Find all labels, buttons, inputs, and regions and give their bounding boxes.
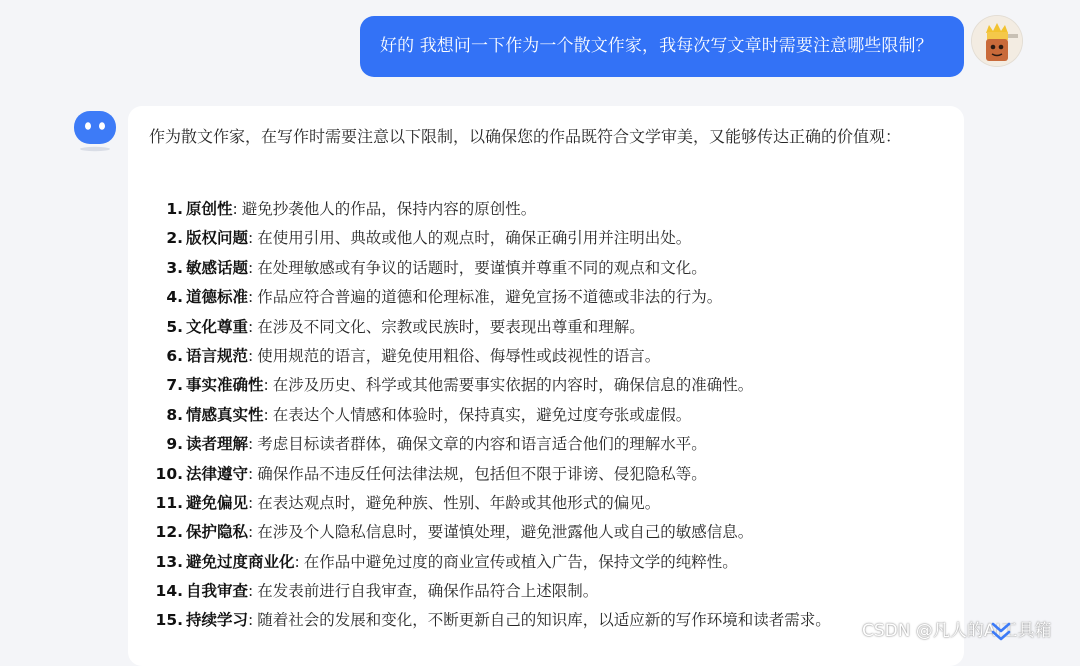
item-number: 8. <box>166 405 183 424</box>
item-number: 11. <box>155 493 183 512</box>
list-item: 13. 避免过度商业化 : 在作品中避免过度的商业宣传或植入广告，保持文学的纯粹性。 <box>150 548 950 577</box>
limitations-list <box>150 195 950 636</box>
list-item: 9. 读者理解 : 考虑目标读者群体，确保文章的内容和语言适合他们的理解水平。 <box>150 430 950 459</box>
list-item: 6. 语言规范 : 使用规范的语言，避免使用粗俗、侮辱性或歧视性的语言。 <box>150 342 950 371</box>
list-item: 3. 敏感话题 : 在处理敏感或有争议的话题时，要谨慎并尊重不同的观点和文化。 <box>150 254 950 283</box>
double-chevron-down-icon[interactable] <box>988 618 1014 644</box>
item-description: 随着社会的发展和变化，不断更新自己的知识库，以适应新的写作环境和读者需求。 <box>257 611 831 630</box>
list-item: 12. 保护隐私 : 在涉及个人隐私信息时，要谨慎处理，避免泄露他人或自己的敏感信息。 <box>150 518 950 547</box>
item-description: 在表达观点时，避免种族、性别、年龄或其他形式的偏见。 <box>257 493 661 512</box>
item-description: 避免抄袭他人的作品，保持内容的原创性。 <box>241 200 537 218</box>
item-title: 道德标准 <box>186 288 249 307</box>
item-description: 在表达个人情感和体验时，保持真实，避免过度夸张或虚假。 <box>272 405 692 424</box>
item-number: 1. <box>166 200 183 218</box>
item-description: 在涉及历史、科学或其他需要事实依据的内容时，确保信息的准确性。 <box>272 376 754 395</box>
item-title: 敏感话题 <box>186 258 249 277</box>
list-item: 11. 避免偏见 : 在表达观点时，避免种族、性别、年龄或其他形式的偏见。 <box>150 489 950 518</box>
item-description: 在发表前进行自我审查，确保作品符合上述限制。 <box>257 582 599 601</box>
list-item: 5. 文化尊重 : 在涉及不同文化、宗教或民族时，要表现出尊重和理解。 <box>150 313 950 342</box>
item-number: 12. <box>155 523 183 542</box>
item-number: 6. <box>166 346 183 365</box>
item-title: 避免偏见 <box>186 493 249 512</box>
item-title: 语言规范 <box>186 346 249 365</box>
item-description: 在涉及个人隐私信息时，要谨慎处理，避免泄露他人或自己的敏感信息。 <box>257 523 754 542</box>
item-title: 情感真实性 <box>186 405 264 424</box>
item-title: 版权问题 <box>186 229 249 248</box>
item-number: 9. <box>166 435 183 454</box>
item-description: 确保作品不违反任何法律法规，包括但不限于诽谤、侵犯隐私等。 <box>257 464 707 483</box>
item-description: 在处理敏感或有争议的话题时，要谨慎并尊重不同的观点和文化。 <box>257 258 707 277</box>
list-item: 8. 情感真实性 : 在表达个人情感和体验时，保持真实，避免过度夸张或虚假。 <box>150 401 950 430</box>
list-item: 15. 持续学习 : 随着社会的发展和变化，不断更新自己的知识库，以适应新的写作环境和读者需求。 <box>150 606 950 635</box>
item-title: 文化尊重 <box>186 317 249 336</box>
bot-avatar-icon <box>73 109 117 153</box>
item-title: 原创性 <box>186 200 233 218</box>
item-description: 使用规范的语言，避免使用粗俗、侮辱性或歧视性的语言。 <box>257 346 661 365</box>
item-number: 2. <box>166 229 183 248</box>
item-number: 15. <box>155 611 183 630</box>
item-number: 14. <box>155 582 183 601</box>
list-item: 4. 道德标准 : 作品应符合普遍的道德和伦理标准，避免宣扬不道德或非法的行为。 <box>150 283 950 312</box>
item-title: 持续学习 <box>186 611 249 630</box>
item-title: 事实准确性 <box>186 376 264 395</box>
item-number: 7. <box>166 376 183 395</box>
item-number: 13. <box>155 552 183 571</box>
list-item: 2. 版权问题 : 在使用引用、典故或他人的观点时，确保正确引用并注明出处。 <box>150 224 950 253</box>
item-description: 在使用引用、典故或他人的观点时，确保正确引用并注明出处。 <box>257 229 692 248</box>
list-item: 1. 原创性 : 避免抄袭他人的作品，保持内容的原创性。 <box>150 195 950 224</box>
bot-reply-intro: 作为散文作家，在写作时需要注意以下限制，以确保您的作品既符合文学审美，又能够传达正确的价值观： <box>149 127 902 146</box>
item-description: 考虑目标读者群体，确保文章的内容和语言适合他们的理解水平。 <box>257 435 707 454</box>
item-number: 10. <box>155 464 183 483</box>
list-item: 7. 事实准确性 : 在涉及历史、科学或其他需要事实依据的内容时，确保信息的准确性。 <box>150 371 950 400</box>
user-message-row <box>0 0 1080 100</box>
item-number: 3. <box>166 258 183 277</box>
item-title: 避免过度商业化 <box>186 552 295 571</box>
item-description: 作品应符合普遍的道德和伦理标准，避免宣扬不道德或非法的行为。 <box>257 288 723 307</box>
item-title: 保护隐私 <box>186 523 249 542</box>
item-description: 在涉及不同文化、宗教或民族时，要表现出尊重和理解。 <box>257 317 645 336</box>
list-item: 14. 自我审查 : 在发表前进行自我审查，确保作品符合上述限制。 <box>150 577 950 606</box>
user-avatar-icon[interactable] <box>972 16 1022 66</box>
item-title: 自我审查 <box>186 582 249 601</box>
item-number: 5. <box>166 317 183 336</box>
item-description: 在作品中避免过度的商业宣传或植入广告，保持文学的纯粹性。 <box>303 552 738 571</box>
list-item: 10. 法律遵守 : 确保作品不违反任何法律法规，包括但不限于诽谤、侵犯隐私等。 <box>150 460 950 489</box>
user-message-bubble: 好的 我想问一下作为一个散文作家，我每次写文章时需要注意哪些限制？ <box>360 16 964 77</box>
watermark: CSDN @凡人的AI工具箱 <box>862 621 1052 641</box>
item-number: 4. <box>166 288 183 307</box>
item-title: 读者理解 <box>186 435 249 454</box>
item-title: 法律遵守 <box>186 464 249 483</box>
